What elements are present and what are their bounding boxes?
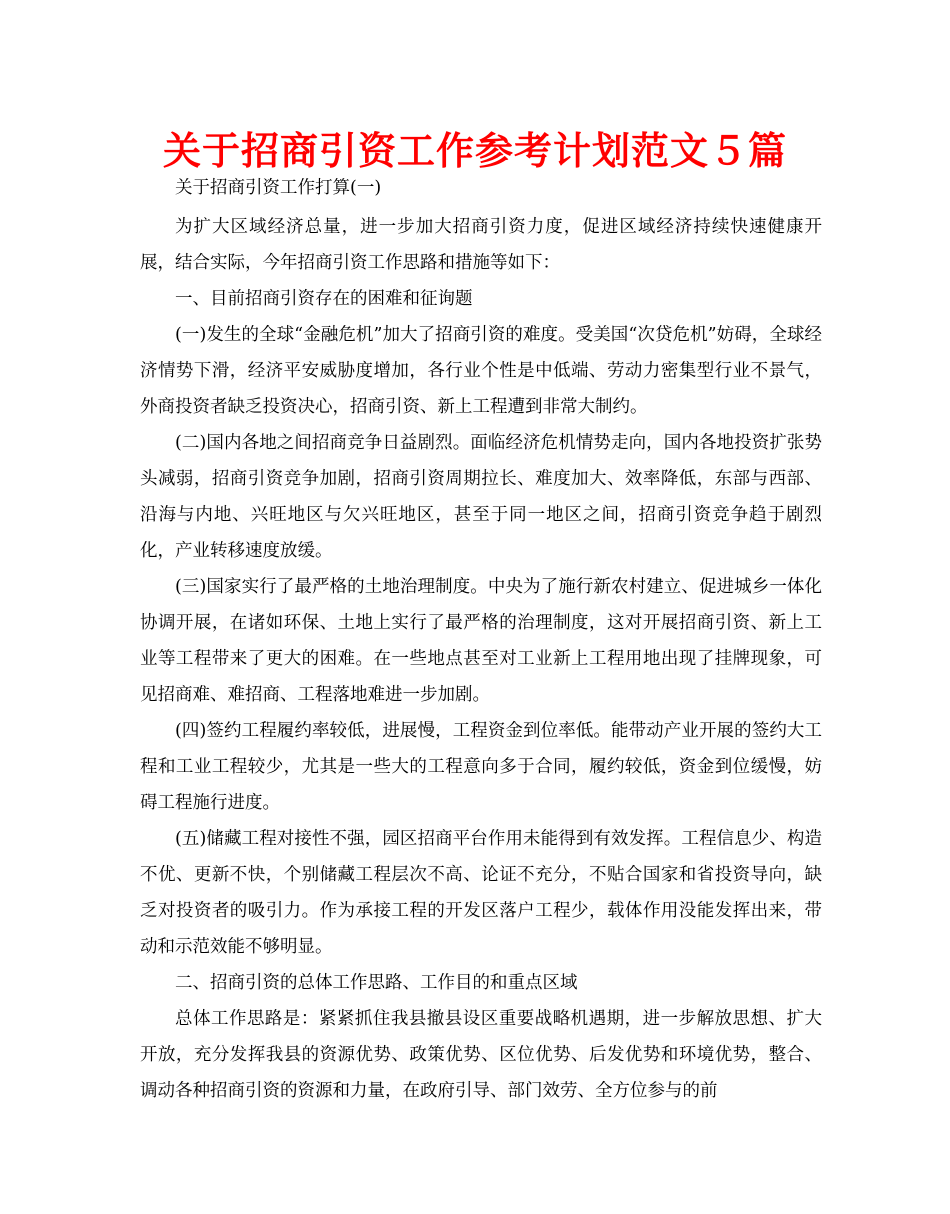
document-body [140, 170, 822, 1109]
paragraph: 总体工作思路是：紧紧抓住我县撤县设区重要战略机遇期，进一步解放思想、扩大开放，充分发挥我县的资源优势、政策优势、区位优势、后发优势和环境优势，整合、调动各种招商引资的资源和力量，在政府引导、部门效劳、全方位参与的前 [140, 1009, 822, 1101]
paragraph: (一)发生的全球“金融危机”加大了招商引资的难度。受美国“次贷危机”妨碍，全球经济情势下滑，经济平安威胁度增加，各行业个性是中低端、劳动力密集型行业不景气，外商投资者缺乏投资决心，招商引资、新上工程遭到非常大制约。 [140, 325, 822, 417]
section-heading: 一、目前招商引资存在的困难和征询题 [175, 289, 473, 309]
paragraph: (四)签约工程履约率较低，进展慢，工程资金到位率低。能带动产业开展的签约大工程和工业工程较少，尤其是一些大的工程意向多于合同，履约较低，资金到位缓慢，妨碍工程施行进度。 [140, 721, 822, 813]
section-subtitle: 关于招商引资工作打算(一) [175, 178, 382, 198]
paragraph: (五)储藏工程对接性不强，园区招商平台作用未能得到有效发挥。工程信息少、构造不优、更新不快，个别储藏工程层次不高、论证不充分，不贴合国家和省投资导向，缺乏对投资者的吸引力。作为承接工程的开发区落户工程少，载体作用没能发挥出来，带动和示范效能不够明显。 [140, 829, 822, 957]
paragraph: (三)国家实行了最严格的土地治理制度。中央为了施行新农村建立、促进城乡一体化协调开展，在诸如环保、土地上实行了最严格的治理制度，这对开展招商引资、新上工业等工程带来了更大的困难。在一些地点甚至对工业新上工程用地出现了挂牌现象，可见招商难、难招商、工程落地难进一步加剧。 [140, 577, 822, 705]
section-heading: 二、招商引资的总体工作思路、工作目的和重点区域 [175, 973, 578, 993]
paragraph: 为扩大区域经济总量，进一步加大招商引资力度，促进区域经济持续快速健康开展，结合实际，今年招商引资工作思路和措施等如下： [140, 217, 822, 273]
document-title: 关于招商引资工作参考计划范文５篇 [162, 129, 787, 173]
paragraph: (二)国内各地之间招商竞争日益剧烈。面临经济危机情势走向，国内各地投资扩张势头减弱，招商引资竞争加剧，招商引资周期拉长、难度加大、效率降低，东部与西部、沿海与内地、兴旺地区与欠兴旺地区，甚至于同一地区之间，招商引资竞争趋于剧烈化，产业转移速度放缓。 [140, 433, 822, 561]
